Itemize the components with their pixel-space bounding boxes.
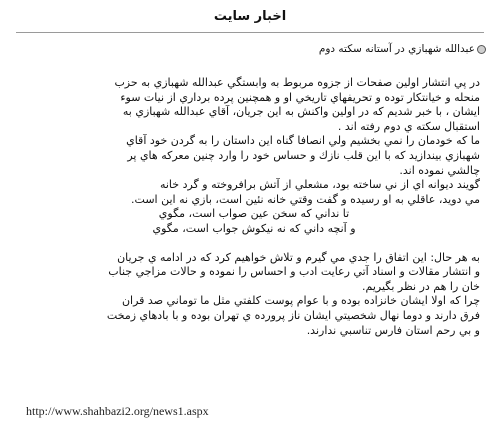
text-line: خان را هم در نظر بگيريم. bbox=[362, 279, 480, 293]
article-body bbox=[10, 76, 490, 338]
poem-line: و آنچه داني كه نه نيكوش جواب است، مگوي bbox=[152, 221, 356, 235]
title-divider bbox=[16, 32, 484, 33]
poem-line: تا نداني كه سخن عين صواب است، مگوي bbox=[158, 207, 350, 221]
text-line: ما كه خودمان را نمي بخشيم ولي انصافا گناه اين داستان را به گردن خود آقاي bbox=[126, 134, 480, 148]
text-line: شهبازي بيندازيد كه با اين قلب نازك و حساس خود را وارد چنين معركه هاي پر bbox=[127, 148, 480, 162]
paragraph-gap bbox=[28, 237, 480, 251]
text-line: چالشي نموده اند. bbox=[399, 163, 480, 177]
paragraph-2 bbox=[28, 134, 480, 178]
text-line: چرا كه اولا ايشان خانزاده بوده و با عوام پوست كلفتي مثل ما توماني صد قران bbox=[121, 294, 480, 308]
text-line: ايشان ، با خبر شديم كه در اولين واكنش به اين جريان، آقاي عبدالله شهبازي به bbox=[122, 105, 480, 119]
page-title: اخبار سایت bbox=[213, 9, 287, 24]
text-line: فرق دارند و دوما نهال شخصيتي ايشان ناز پرورده ي تهران بوده و با بادهاي زمخت bbox=[106, 308, 480, 322]
text-line: در پي انتشار اولين صفحات از جزوه مربوط به وابستگي عبدالله شهبازي به حزب bbox=[114, 76, 480, 89]
paragraph-4 bbox=[28, 251, 480, 295]
paragraph-1 bbox=[28, 76, 480, 134]
byline-text: عبدالله شهبازي در آستانه سكته دوم bbox=[318, 43, 475, 55]
text-line: استقبال سكته ي دوم رفته اند . bbox=[337, 119, 480, 133]
text-line: و انتشار مقالات و اسناد آتي رعايت ادب و احساس را نموده و حالات مزاجي جناب bbox=[108, 265, 480, 279]
article-byline bbox=[10, 42, 490, 56]
text-line: منحله و خيانتكار توده و تحريفهاي تاريخي او و همچنين پرده برداري از نيات سوء bbox=[120, 90, 480, 104]
text-line: گويند ديوانه اي از ني ساخته بود، مشعلي از آتش برافروخته و گرد خانه bbox=[159, 178, 480, 192]
bullet-icon bbox=[477, 45, 486, 54]
paragraph-3 bbox=[28, 178, 480, 236]
text-line: به هر حال: اين اتفاق را جدي مي گيرم و تلاش خواهيم كرد كه در ادامه ي جريان bbox=[117, 250, 480, 264]
paragraph-5 bbox=[28, 294, 480, 338]
source-url: http://www.shahbazi2.org/news1.aspx bbox=[26, 404, 209, 418]
text-line: و بي رحم استان فارس تناسبي ندارند. bbox=[306, 323, 480, 337]
text-line: مي دويد، عاقلي به او رسيده و گفت وقتي خانه نئين است، بازي نه اين است. bbox=[131, 192, 480, 206]
